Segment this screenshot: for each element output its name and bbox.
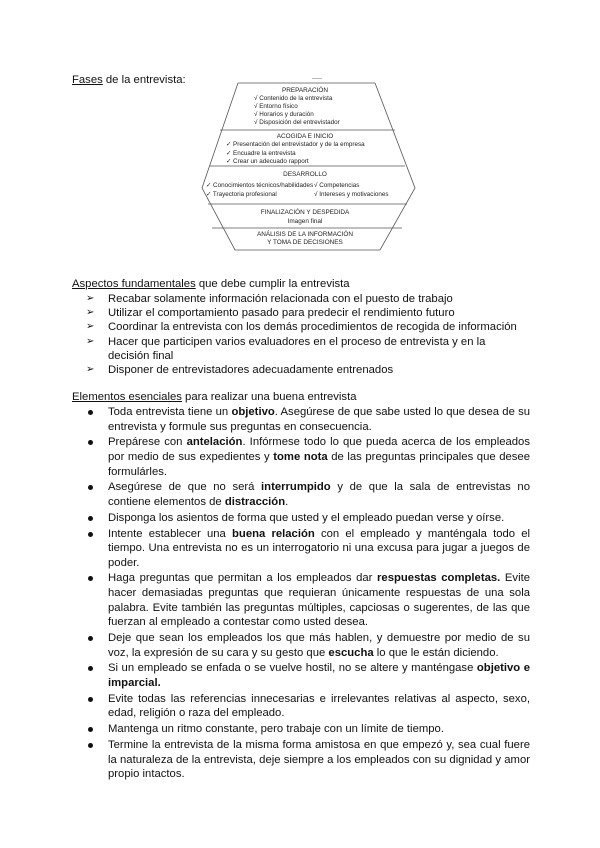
bullet-icon	[88, 516, 93, 521]
prep-item: √ Entorno físico	[254, 103, 298, 110]
list-item: Si un empleado se enfada o se vuelve hostil, no se altere y manténgase objetivo e imparcial.	[72, 661, 530, 690]
acogida-item: ✓ Encuadre la entrevista	[226, 150, 296, 157]
bullet-icon	[88, 697, 93, 702]
acogida-item: ✓ Presentación del entrevistador y de la empresa	[226, 141, 365, 148]
list-item: Evite todas las referencias innecesarias e irrelevantes relativas al aspecto, sexo, edad, religión o raza del empleado.	[72, 692, 530, 721]
list-item: ➢ Utilizar el comportamiento pasado para predecir el rendimiento futuro	[86, 307, 455, 320]
arrow-bullet-icon: ➢	[86, 307, 95, 319]
list-item: Asegúrese de que no será interrumpido y de que la sala de entrevistas no contiene elementos de distracción.	[72, 480, 530, 509]
list-item: Haga preguntas que permitan a los empleados dar respuestas completas. Evite hacer demasiadas preguntas que requieran únicamente respuestas de una sola palabra. Evite también las preguntas múltiples, capciosas o sugerentes, de las que fuerzan al empleado a contestar como usted desea.	[72, 571, 530, 629]
heading-rest: para realizar una buena entrevista	[181, 391, 357, 403]
bullet-icon	[88, 532, 93, 537]
arrow-bullet-icon: ➢	[86, 321, 95, 333]
desarrollo-item: ✓ Conocimientos técnicos/habilidades	[206, 182, 314, 189]
elementos-list	[72, 405, 530, 783]
bullet-icon	[88, 743, 93, 748]
bullet-icon	[88, 410, 93, 415]
prep-title: PREPARACIÓN	[281, 87, 329, 94]
bullet-icon	[88, 666, 93, 671]
bullet-icon	[88, 727, 93, 732]
heading-underlined: Aspectos fundamentales	[72, 278, 196, 290]
desarrollo-item: √ Intereses y motivaciones	[314, 191, 389, 198]
list-item: ➢ Recabar solamente información relacionada con el puesto de trabajo	[86, 293, 453, 305]
heading-rest: que debe cumplir la entrevista	[195, 278, 350, 290]
list-item: ➢ Coordinar la entrevista con los demás procedimientos de recogida de información	[86, 321, 517, 334]
final-title: FINALIZACIÓN Y DESPEDIDA	[260, 209, 350, 216]
heading-underlined: Fases	[72, 74, 103, 86]
prep-item: √ Contenido de la entrevista	[254, 95, 333, 102]
final-sub: Imagen final	[287, 218, 323, 225]
interview-phases-diagram	[190, 78, 420, 258]
arrow-bullet-icon: ➢	[86, 335, 95, 347]
list-item: Intente establecer una buena relación con el empleado y manténgala todo el tiempo. Una entrevista no es un interrogatorio ni una excusa para jugar a juegos de poder.	[72, 527, 530, 571]
section-heading-elementos	[72, 390, 357, 404]
desarrollo-item: ✓ Trayectoria profesional	[206, 191, 277, 198]
arrow-bullet-icon: ➢	[86, 364, 95, 376]
list-item: Toda entrevista tiene un objetivo. Asegúrese de que sabe usted lo que desea de su entrevista y formule sus preguntas en consecuencia.	[72, 405, 530, 434]
heading-rest: de la entrevista:	[102, 74, 186, 86]
list-item: ➢ Disponer de entrevistadores adecuadamente entrenados	[86, 364, 394, 377]
list-item: Deje que sean los empleados los que más hablen, y demuestre por medio de su voz, la expresión de su cara y su gesto que escucha lo que le están diciendo.	[72, 631, 530, 660]
analisis-title: Y TOMA DE DECISIONES	[267, 239, 343, 246]
bullet-icon	[88, 636, 93, 641]
section-heading-fases	[72, 73, 186, 87]
section-heading-aspectos	[72, 277, 350, 291]
prep-item: √ Horarios y duración	[254, 111, 314, 118]
list-item: Disponga los asientos de forma que usted y el empleado puedan verse y oírse.	[72, 511, 530, 526]
bullet-icon	[88, 440, 93, 445]
desarrollo-item: √ Competencias	[314, 182, 360, 189]
bullet-icon	[88, 576, 93, 581]
arrow-bullet-icon: ➢	[86, 293, 95, 304]
list-item: Prepárese con antelación. Infórmese todo lo que pueda acerca de los empleados por medio de sus expedientes y tome nota de las preguntas principales que desee formulárles.	[72, 435, 530, 479]
heading-underlined: Elementos esenciales	[72, 391, 182, 403]
acogida-title: ACOGIDA E INICIO	[276, 133, 334, 140]
acogida-item: ✓ Crear un adecuado rapport	[226, 158, 309, 165]
analisis-title: ANÁLISIS DE LA INFORMACIÓN	[257, 231, 353, 238]
list-item: ➢ Hacer que participen varios evaluadores en el proceso de entrevista y en la decisión final	[86, 335, 486, 362]
desarrollo-title: DESARROLLO	[283, 171, 327, 178]
bullet-icon	[88, 485, 93, 490]
aspectos-list	[72, 292, 522, 377]
list-item: Termine la entrevista de la misma forma amistosa en que empezó y, sea cual fuere la naturaleza de la entrevista, deje siempre a los empleados con su dignidad y amor propio intactos.	[72, 738, 530, 782]
list-item: Mantenga un ritmo constante, pero trabaje con un límite de tiempo.	[72, 722, 530, 737]
prep-item: √ Disposición del entrevistador	[254, 119, 340, 126]
